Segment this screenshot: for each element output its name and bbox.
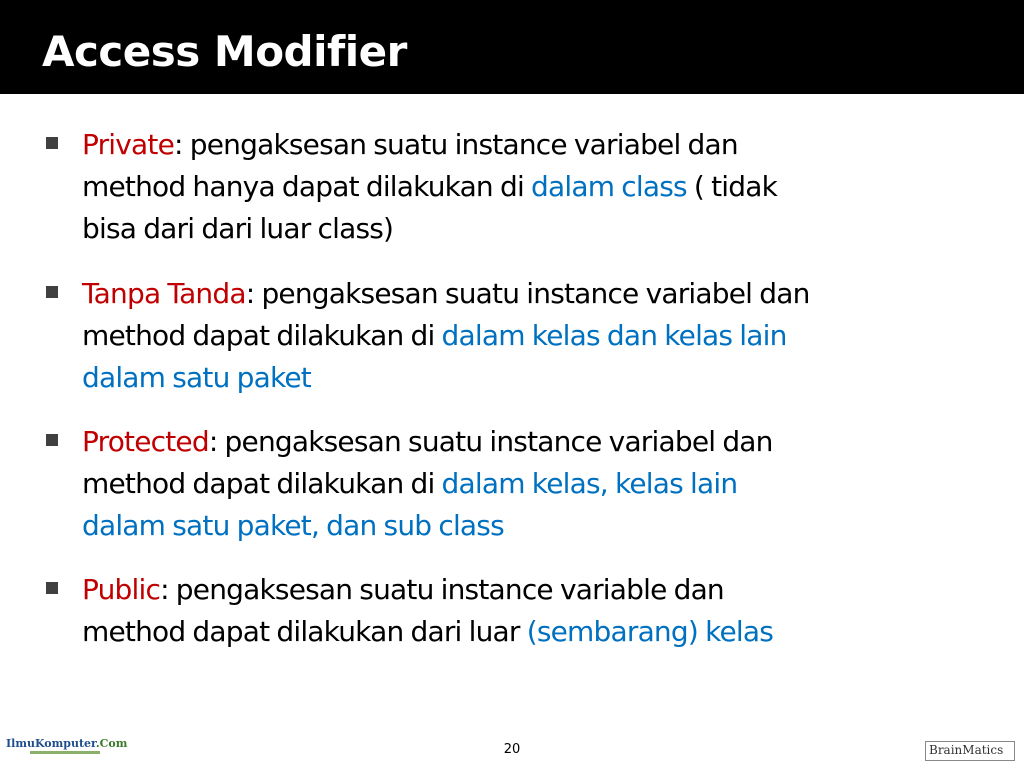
- bullet-keyword: Protected: [82, 425, 209, 458]
- bullet-text: method dapat dilakukan dari luar: [82, 615, 527, 648]
- bullet-item-tanpa-tanda: [82, 273, 982, 399]
- bullet-highlight: dalam satu paket: [82, 361, 311, 394]
- bullet-item-public: [82, 569, 982, 653]
- bullet-line: [82, 357, 982, 399]
- bullet-line: [82, 208, 982, 250]
- bullet-highlight: (sembarang) kelas: [526, 615, 774, 648]
- bullet-keyword: Private: [82, 128, 175, 161]
- bullet-line: [82, 124, 982, 166]
- bullet-item-private: [82, 124, 982, 250]
- bullet-line: [82, 315, 982, 357]
- bullet-text: ( tidak: [686, 170, 778, 203]
- bullet-line: [82, 611, 982, 653]
- bullet-item-protected: [82, 421, 982, 547]
- page-number: 20: [503, 742, 521, 757]
- bullet-highlight: dalam kelas dan kelas lain: [441, 319, 787, 352]
- square-bullet-icon: [46, 286, 58, 298]
- bullet-line: [82, 569, 982, 611]
- bullet-line: [82, 505, 982, 547]
- bullet-text: bisa dari dari luar class): [82, 212, 394, 245]
- ilmukomputer-logo-name: IlmuKomputer: [6, 737, 96, 750]
- bullet-text: : pengaksesan suatu instance variable dan: [160, 573, 724, 606]
- bullet-highlight: dalam class: [531, 170, 687, 203]
- bullet-line: [82, 463, 982, 505]
- bullet-text: : pengaksesan suatu instance variabel dan: [245, 277, 810, 310]
- bullet-keyword: Public: [82, 573, 161, 606]
- bullet-keyword: Tanpa Tanda: [82, 277, 246, 310]
- square-bullet-icon: [46, 137, 58, 149]
- bullet-highlight: dalam satu paket, dan sub class: [82, 509, 504, 542]
- bullet-line: [82, 421, 982, 463]
- bullet-text: method dapat dilakukan di: [82, 319, 442, 352]
- bullet-text: method dapat dilakukan di: [82, 467, 442, 500]
- square-bullet-icon: [46, 582, 58, 594]
- bullet-highlight: dalam kelas, kelas lain: [441, 467, 738, 500]
- bullet-line: [82, 166, 982, 208]
- brainmatics-logo-text: BrainMatics: [929, 743, 1004, 757]
- slide-title: Access Modifier: [42, 27, 407, 76]
- bullet-text: : pengaksesan suatu instance variabel dan: [174, 128, 738, 161]
- ilmukomputer-logo-suffix: .Com: [95, 737, 128, 750]
- bullet-line: [82, 273, 982, 315]
- brainmatics-logo: [925, 741, 1015, 761]
- bullet-text: method hanya dapat dilakukan di: [82, 170, 532, 203]
- bullet-text: : pengaksesan suatu instance variabel dan: [208, 425, 773, 458]
- square-bullet-icon: [46, 434, 58, 446]
